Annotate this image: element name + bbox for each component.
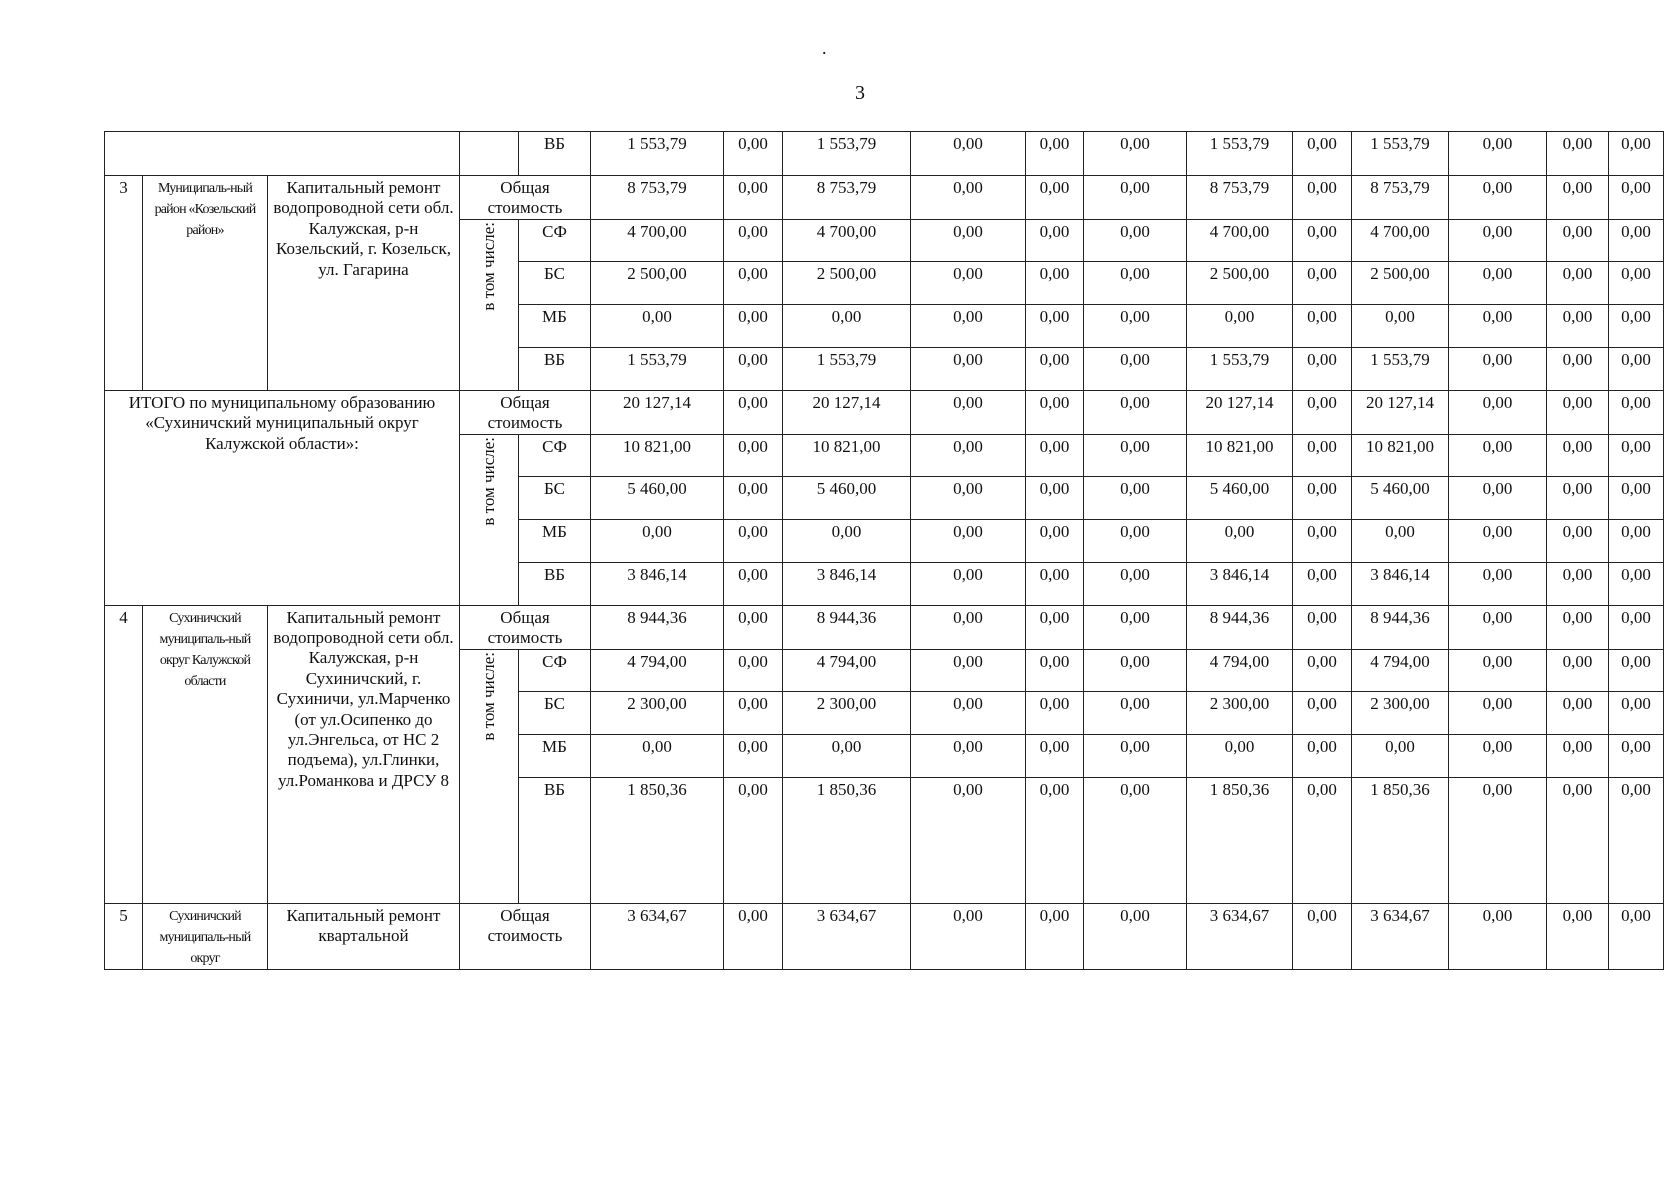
- value-cell: 0,00: [1449, 347, 1547, 390]
- value-cell: 2 500,00: [1187, 261, 1293, 304]
- value-cell: 8 753,79: [783, 176, 911, 220]
- value-cell: 0,00: [1352, 304, 1449, 347]
- value-cell: 0,00: [911, 347, 1026, 390]
- value-cell: 0,00: [1449, 476, 1547, 519]
- value-cell: 0,00: [1187, 734, 1293, 777]
- value-cell: 4 794,00: [1187, 649, 1293, 691]
- fund-label: СФ: [519, 219, 591, 261]
- including-label: [460, 219, 519, 390]
- value-cell: 0,00: [1026, 390, 1084, 434]
- value-cell: 0,00: [1449, 434, 1547, 476]
- fund-label: ВБ: [519, 347, 591, 390]
- value-cell: 0,00: [1609, 434, 1664, 476]
- value-cell: 20 127,14: [591, 390, 724, 434]
- value-cell: 0,00: [911, 132, 1026, 176]
- value-cell: 4 794,00: [783, 649, 911, 691]
- value-cell: 0,00: [1609, 903, 1664, 969]
- value-cell: 0,00: [1449, 304, 1547, 347]
- value-cell: 2 300,00: [783, 691, 911, 734]
- value-cell: 0,00: [1026, 304, 1084, 347]
- value-cell: 0,00: [911, 734, 1026, 777]
- value-cell: 0,00: [1026, 261, 1084, 304]
- value-cell: 0,00: [911, 605, 1026, 649]
- value-cell: 8 944,36: [591, 605, 724, 649]
- page-dot: .: [822, 38, 827, 58]
- value-cell: 0,00: [724, 304, 783, 347]
- value-cell: 3 846,14: [783, 562, 911, 605]
- value-cell: 4 700,00: [783, 219, 911, 261]
- value-cell: 0,00: [591, 734, 724, 777]
- value-cell: 1 850,36: [1352, 777, 1449, 903]
- value-cell: 3 846,14: [591, 562, 724, 605]
- value-cell: 0,00: [1547, 519, 1609, 562]
- value-cell: 8 944,36: [1187, 605, 1293, 649]
- value-cell: 0,00: [1609, 347, 1664, 390]
- value-cell: 0,00: [1293, 304, 1352, 347]
- value-cell: 0,00: [1449, 734, 1547, 777]
- value-cell: 0,00: [1026, 734, 1084, 777]
- value-cell: 0,00: [1293, 519, 1352, 562]
- value-cell: 0,00: [1084, 476, 1187, 519]
- value-cell: 0,00: [911, 562, 1026, 605]
- value-cell: 0,00: [1449, 605, 1547, 649]
- value-cell: 0,00: [1293, 605, 1352, 649]
- value-cell: 0,00: [783, 734, 911, 777]
- value-cell: 0,00: [1026, 519, 1084, 562]
- value-cell: 3 634,67: [591, 903, 724, 969]
- value-cell: 2 300,00: [591, 691, 724, 734]
- fund-label: МБ: [519, 304, 591, 347]
- value-cell: 0,00: [1293, 219, 1352, 261]
- value-cell: 0,00: [724, 903, 783, 969]
- value-cell: 0,00: [1084, 219, 1187, 261]
- value-cell: 0,00: [1293, 476, 1352, 519]
- value-cell: 0,00: [1293, 903, 1352, 969]
- value-cell: 10 821,00: [783, 434, 911, 476]
- row-number: 5: [105, 903, 143, 969]
- value-cell: 3 634,67: [783, 903, 911, 969]
- value-cell: 0,00: [1609, 691, 1664, 734]
- value-cell: 1 850,36: [1187, 777, 1293, 903]
- value-cell: 0,00: [1084, 132, 1187, 176]
- value-cell: 0,00: [1609, 605, 1664, 649]
- value-cell: 0,00: [1084, 562, 1187, 605]
- value-cell: 0,00: [1609, 390, 1664, 434]
- value-cell: 0,00: [1609, 734, 1664, 777]
- page-number: 3: [855, 82, 865, 104]
- fund-label: БС: [519, 476, 591, 519]
- value-cell: 1 850,36: [783, 777, 911, 903]
- value-cell: 0,00: [1449, 132, 1547, 176]
- value-cell: 0,00: [724, 777, 783, 903]
- value-cell: 0,00: [1547, 903, 1609, 969]
- value-cell: 0,00: [1547, 176, 1609, 220]
- municipality-cell: Муниципаль-ный район «Козельский район»: [143, 176, 268, 391]
- value-cell: 0,00: [1293, 691, 1352, 734]
- value-cell: 0,00: [1187, 304, 1293, 347]
- value-cell: 0,00: [1547, 691, 1609, 734]
- value-cell: 0,00: [724, 562, 783, 605]
- value-cell: 4 794,00: [591, 649, 724, 691]
- fund-label: СФ: [519, 649, 591, 691]
- value-cell: 0,00: [724, 176, 783, 220]
- value-cell: 0,00: [724, 132, 783, 176]
- total-row: [105, 390, 1664, 434]
- value-cell: 20 127,14: [1352, 390, 1449, 434]
- value-cell: 3 634,67: [1352, 903, 1449, 969]
- value-cell: 0,00: [911, 476, 1026, 519]
- value-cell: 0,00: [1026, 434, 1084, 476]
- fund-label: МБ: [519, 519, 591, 562]
- table-row: [105, 605, 1664, 649]
- value-cell: 0,00: [591, 304, 724, 347]
- value-cell: 1 850,36: [591, 777, 724, 903]
- value-cell: 0,00: [911, 691, 1026, 734]
- value-cell: 1 553,79: [1352, 132, 1449, 176]
- value-cell: 0,00: [724, 390, 783, 434]
- municipality-cell: Сухиничский муниципаль-ный округ: [143, 903, 268, 969]
- value-cell: 0,00: [724, 605, 783, 649]
- value-cell: 0,00: [911, 304, 1026, 347]
- value-cell: 8 944,36: [1352, 605, 1449, 649]
- value-cell: 0,00: [783, 304, 911, 347]
- value-cell: 0,00: [911, 649, 1026, 691]
- value-cell: 0,00: [1547, 562, 1609, 605]
- value-cell: 0,00: [1547, 649, 1609, 691]
- value-cell: 0,00: [1449, 903, 1547, 969]
- value-cell: 0,00: [1547, 777, 1609, 903]
- value-cell: 0,00: [1449, 777, 1547, 903]
- total-cost-label: Общая стоимость: [460, 903, 591, 969]
- value-cell: 0,00: [1352, 734, 1449, 777]
- table-row: [105, 132, 1664, 176]
- value-cell: 0,00: [1609, 649, 1664, 691]
- value-cell: 0,00: [591, 519, 724, 562]
- empty-cell: [105, 132, 460, 176]
- value-cell: 0,00: [1084, 261, 1187, 304]
- value-cell: 1 553,79: [1187, 132, 1293, 176]
- value-cell: 0,00: [1084, 903, 1187, 969]
- value-cell: 3 634,67: [1187, 903, 1293, 969]
- value-cell: 0,00: [1293, 176, 1352, 220]
- value-cell: 1 553,79: [783, 132, 911, 176]
- value-cell: 3 846,14: [1187, 562, 1293, 605]
- value-cell: 0,00: [1084, 734, 1187, 777]
- value-cell: 0,00: [911, 261, 1026, 304]
- total-cost-label: Общая стоимость: [460, 176, 591, 220]
- value-cell: 0,00: [1026, 777, 1084, 903]
- value-cell: 0,00: [1609, 562, 1664, 605]
- value-cell: 0,00: [1547, 219, 1609, 261]
- value-cell: 10 821,00: [1187, 434, 1293, 476]
- value-cell: 20 127,14: [783, 390, 911, 434]
- fund-label: ВБ: [519, 777, 591, 903]
- value-cell: 0,00: [1547, 132, 1609, 176]
- value-cell: 4 700,00: [591, 219, 724, 261]
- value-cell: 0,00: [1609, 176, 1664, 220]
- including-text: в том числе:: [478, 221, 498, 311]
- value-cell: 0,00: [1547, 734, 1609, 777]
- value-cell: 1 553,79: [783, 347, 911, 390]
- value-cell: 0,00: [724, 519, 783, 562]
- value-cell: 0,00: [724, 261, 783, 304]
- value-cell: 0,00: [1293, 734, 1352, 777]
- value-cell: 0,00: [1026, 562, 1084, 605]
- value-cell: 2 300,00: [1187, 691, 1293, 734]
- value-cell: 0,00: [724, 476, 783, 519]
- fund-label: СФ: [519, 434, 591, 476]
- value-cell: 0,00: [1449, 176, 1547, 220]
- value-cell: 0,00: [1026, 903, 1084, 969]
- value-cell: 0,00: [911, 434, 1026, 476]
- value-cell: 10 821,00: [1352, 434, 1449, 476]
- value-cell: 0,00: [1293, 562, 1352, 605]
- value-cell: 0,00: [724, 734, 783, 777]
- fund-label: БС: [519, 691, 591, 734]
- value-cell: 3 846,14: [1352, 562, 1449, 605]
- value-cell: 0,00: [911, 903, 1026, 969]
- value-cell: 0,00: [1449, 649, 1547, 691]
- value-cell: 0,00: [911, 777, 1026, 903]
- value-cell: 0,00: [1547, 347, 1609, 390]
- value-cell: 5 460,00: [783, 476, 911, 519]
- value-cell: 0,00: [1026, 176, 1084, 220]
- value-cell: 2 500,00: [1352, 261, 1449, 304]
- value-cell: 0,00: [724, 347, 783, 390]
- value-cell: 0,00: [1609, 219, 1664, 261]
- value-cell: 2 300,00: [1352, 691, 1449, 734]
- value-cell: 0,00: [1547, 434, 1609, 476]
- value-cell: 0,00: [911, 219, 1026, 261]
- value-cell: 0,00: [1084, 777, 1187, 903]
- value-cell: 4 794,00: [1352, 649, 1449, 691]
- value-cell: 0,00: [1449, 562, 1547, 605]
- value-cell: 0,00: [1547, 304, 1609, 347]
- empty-cell: [460, 132, 519, 176]
- value-cell: 4 700,00: [1187, 219, 1293, 261]
- value-cell: 0,00: [1084, 390, 1187, 434]
- value-cell: 0,00: [1293, 649, 1352, 691]
- fund-label: ВБ: [519, 562, 591, 605]
- including-label: [460, 649, 519, 903]
- including-label: [460, 434, 519, 605]
- value-cell: 0,00: [911, 176, 1026, 220]
- value-cell: 1 553,79: [1352, 347, 1449, 390]
- value-cell: 0,00: [1609, 132, 1664, 176]
- value-cell: 0,00: [1609, 261, 1664, 304]
- row-number: 3: [105, 176, 143, 391]
- value-cell: 0,00: [1609, 777, 1664, 903]
- value-cell: 0,00: [1609, 304, 1664, 347]
- value-cell: 2 500,00: [591, 261, 724, 304]
- fund-label: ВБ: [519, 132, 591, 176]
- value-cell: 10 821,00: [591, 434, 724, 476]
- fund-label: БС: [519, 261, 591, 304]
- table-row: [105, 176, 1664, 220]
- value-cell: 5 460,00: [1187, 476, 1293, 519]
- value-cell: 0,00: [1547, 390, 1609, 434]
- value-cell: 0,00: [1449, 261, 1547, 304]
- value-cell: 0,00: [1293, 132, 1352, 176]
- value-cell: 0,00: [1026, 691, 1084, 734]
- value-cell: 0,00: [724, 691, 783, 734]
- value-cell: 8 944,36: [783, 605, 911, 649]
- value-cell: 0,00: [1084, 304, 1187, 347]
- total-label: ИТОГО по муниципальному образованию «Сухиничский муниципальный округ Калужской области»:: [105, 390, 460, 605]
- value-cell: 1 553,79: [591, 132, 724, 176]
- value-cell: 0,00: [1026, 219, 1084, 261]
- value-cell: 0,00: [1084, 176, 1187, 220]
- row-number: 4: [105, 605, 143, 903]
- value-cell: 5 460,00: [591, 476, 724, 519]
- table-row: [105, 903, 1664, 969]
- value-cell: 0,00: [1026, 476, 1084, 519]
- value-cell: 4 700,00: [1352, 219, 1449, 261]
- value-cell: 0,00: [724, 649, 783, 691]
- value-cell: 0,00: [1449, 390, 1547, 434]
- value-cell: 1 553,79: [1187, 347, 1293, 390]
- value-cell: 0,00: [1026, 132, 1084, 176]
- value-cell: 0,00: [911, 519, 1026, 562]
- value-cell: 0,00: [1084, 691, 1187, 734]
- value-cell: 2 500,00: [783, 261, 911, 304]
- object-description: Капитальный ремонт водопроводной сети обл. Калужская, р-н Сухиничский, г. Сухиничи, ул.Марченко (от ул.Осипенко до ул.Энгельса, от НС 2 подъема), ул.Глинки, ул.Романкова и ДРСУ 8: [268, 605, 460, 903]
- value-cell: 0,00: [1084, 347, 1187, 390]
- value-cell: 0,00: [911, 390, 1026, 434]
- value-cell: 0,00: [1026, 347, 1084, 390]
- value-cell: 8 753,79: [1187, 176, 1293, 220]
- value-cell: 8 753,79: [591, 176, 724, 220]
- fund-label: МБ: [519, 734, 591, 777]
- value-cell: 5 460,00: [1352, 476, 1449, 519]
- value-cell: 0,00: [724, 219, 783, 261]
- including-text: в том числе:: [478, 651, 498, 741]
- value-cell: 0,00: [1293, 261, 1352, 304]
- value-cell: 0,00: [1293, 390, 1352, 434]
- object-description: Капитальный ремонт водопроводной сети обл. Калужская, р-н Козельский, г. Козельск, ул. Гагарина: [268, 176, 460, 391]
- budget-table: [104, 131, 1664, 970]
- value-cell: 0,00: [1084, 605, 1187, 649]
- value-cell: 1 553,79: [591, 347, 724, 390]
- object-description: Капитальный ремонт квартальной: [268, 903, 460, 969]
- total-cost-label: Общая стоимость: [460, 390, 591, 434]
- value-cell: 0,00: [1547, 261, 1609, 304]
- value-cell: 0,00: [783, 519, 911, 562]
- value-cell: 0,00: [1026, 605, 1084, 649]
- value-cell: 0,00: [1609, 476, 1664, 519]
- value-cell: 0,00: [1084, 649, 1187, 691]
- value-cell: 0,00: [1187, 519, 1293, 562]
- value-cell: 20 127,14: [1187, 390, 1293, 434]
- value-cell: 0,00: [1352, 519, 1449, 562]
- value-cell: 0,00: [1609, 519, 1664, 562]
- value-cell: 0,00: [1084, 434, 1187, 476]
- value-cell: 0,00: [1449, 219, 1547, 261]
- value-cell: 0,00: [1547, 476, 1609, 519]
- value-cell: 0,00: [1547, 605, 1609, 649]
- total-cost-label: Общая стоимость: [460, 605, 591, 649]
- value-cell: 0,00: [1449, 691, 1547, 734]
- value-cell: 0,00: [1449, 519, 1547, 562]
- value-cell: 0,00: [1293, 434, 1352, 476]
- including-text: в том числе:: [478, 436, 498, 526]
- value-cell: 0,00: [724, 434, 783, 476]
- value-cell: 0,00: [1293, 777, 1352, 903]
- value-cell: 0,00: [1026, 649, 1084, 691]
- municipality-cell: Сухиничский муниципаль-ный округ Калужской области: [143, 605, 268, 903]
- value-cell: 8 753,79: [1352, 176, 1449, 220]
- value-cell: 0,00: [1293, 347, 1352, 390]
- value-cell: 0,00: [1084, 519, 1187, 562]
